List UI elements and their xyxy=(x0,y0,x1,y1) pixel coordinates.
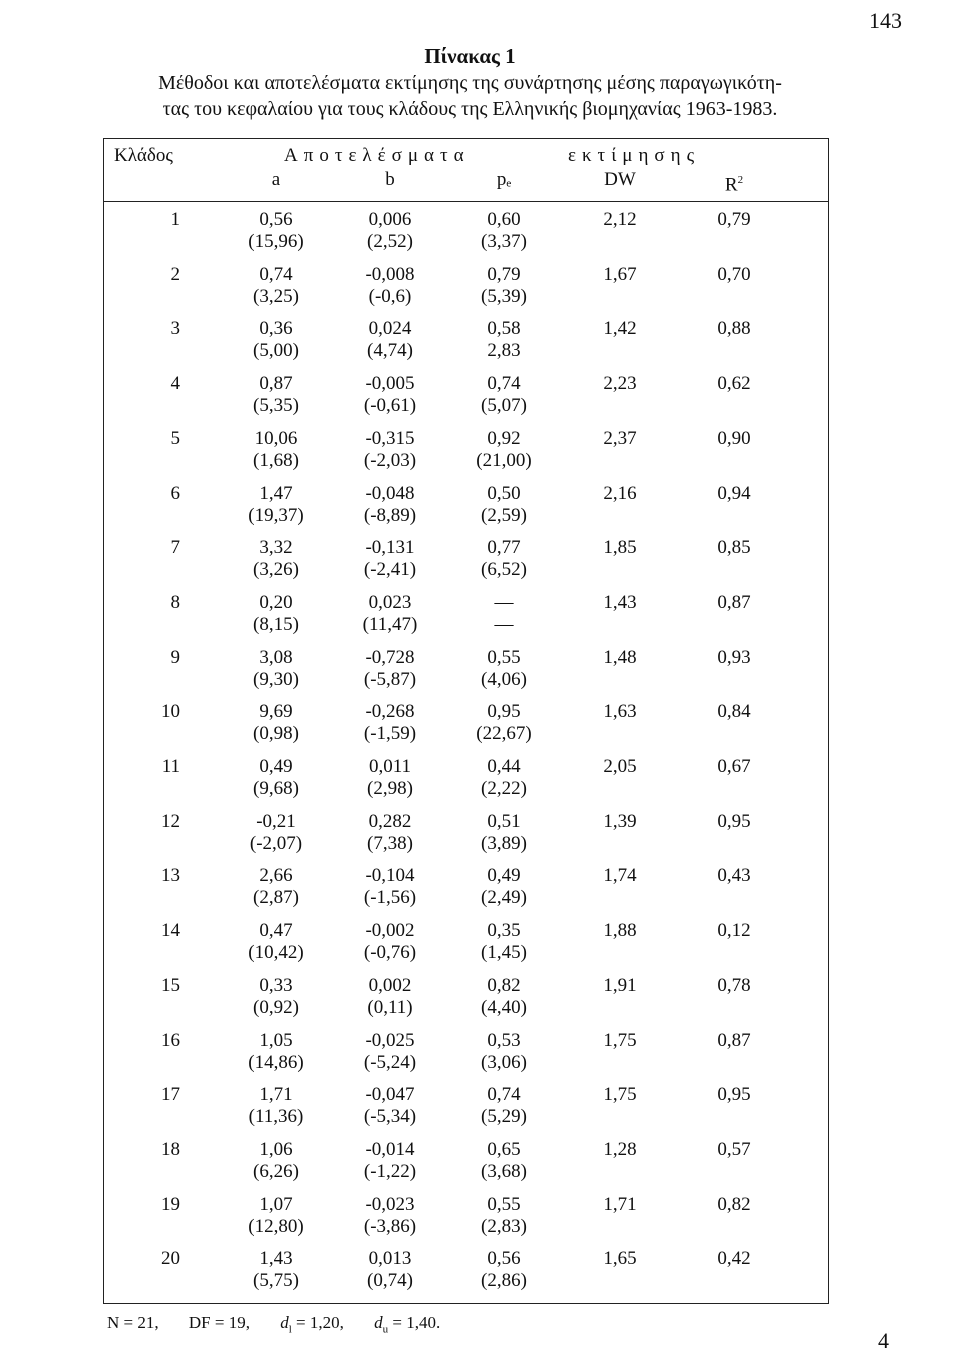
cell-b_t: (-1,22) xyxy=(363,1160,417,1182)
cell-a_t: (9,68) xyxy=(253,778,299,799)
cell-pe_t: (5,39) xyxy=(481,285,527,307)
cell-a_t: (0,98) xyxy=(253,723,299,745)
cell-pe: 0,50 xyxy=(487,482,521,504)
cell-n: 16 xyxy=(161,1029,180,1051)
cell-a_t: (5,00) xyxy=(253,340,299,362)
cell-n: 11 xyxy=(161,756,180,777)
cell-a: 1,07 xyxy=(259,1193,293,1215)
footnote-dl: $d_l = 1,20$, xyxy=(280,1313,344,1336)
footnote-du: $d_u = 1,40$. xyxy=(374,1313,441,1336)
cell-pe_t: (2,22) xyxy=(481,778,527,799)
cell-pe_t: (1,45) xyxy=(481,942,527,964)
cell-b_t: (-1,59) xyxy=(363,723,417,745)
cell-b: 0,023 xyxy=(368,591,412,613)
cell-b: -0,268 xyxy=(365,701,415,723)
cell-b_t: (-5,24) xyxy=(363,1051,417,1073)
header-pe: pₑ xyxy=(496,169,512,190)
cell-pe_t: (2,49) xyxy=(481,887,527,909)
cell-pe_t: (2,83) xyxy=(481,1215,527,1237)
cell-n: 10 xyxy=(161,701,180,723)
cell-b: -0,023 xyxy=(365,1193,415,1215)
cell-a: 0,87 xyxy=(259,373,293,395)
cell-r2: 0,12 xyxy=(717,920,751,942)
footnote-df: DF = 19, xyxy=(188,1313,250,1332)
cell-b: -0,005 xyxy=(365,373,415,395)
cell-pe_t: (21,00) xyxy=(476,449,532,471)
cell-a_t: (14,86) xyxy=(248,1051,304,1073)
cell-dw: 2,05 xyxy=(603,756,637,777)
cell-pe: 0,95 xyxy=(487,701,521,723)
cell-pe_t: (2,86) xyxy=(481,1270,527,1292)
cell-b: -0,025 xyxy=(365,1029,415,1051)
cell-a_t: (3,26) xyxy=(253,559,299,581)
cell-a_t: (2,87) xyxy=(253,887,299,909)
cell-a: 1,71 xyxy=(259,1084,293,1106)
cell-a_t: (19,37) xyxy=(248,504,304,526)
cell-b_t: (4,74) xyxy=(367,340,413,362)
cell-pe_t: (3,06) xyxy=(481,1051,527,1073)
page-number: 143 xyxy=(869,8,902,33)
table-title: Πίνακας 1 xyxy=(424,44,516,68)
footnote xyxy=(107,1313,466,1335)
cell-pe: 0,55 xyxy=(487,1193,521,1215)
caption-line-2: τας του κεφαλαίου για τους κλάδους της Ελληνικής βιομηχανίας 1963-1983. xyxy=(162,98,778,120)
cell-pe: 0,53 xyxy=(487,1029,521,1051)
header-dw: DW xyxy=(604,169,636,190)
cell-r2: 0,79 xyxy=(717,209,751,230)
cell-dw: 1,71 xyxy=(603,1193,637,1215)
cell-dw: 1,65 xyxy=(603,1248,637,1270)
cell-n: 2 xyxy=(170,263,180,285)
cell-b: 0,006 xyxy=(368,209,412,230)
cell-r2: 0,62 xyxy=(717,373,751,395)
cell-r2: 0,95 xyxy=(717,810,751,832)
cell-a: 0,49 xyxy=(259,756,293,777)
cell-dw: 1,75 xyxy=(603,1084,637,1106)
cell-a_t: (3,25) xyxy=(253,285,299,307)
caption-line-1: Μέθοδοι και αποτελέσματα εκτίμησης της συνάρτησης μέσης παραγωγικότη- xyxy=(158,72,782,94)
cell-r2: 0,82 xyxy=(717,1193,751,1215)
cell-pe_t: (22,67) xyxy=(476,723,532,745)
cell-dw: 1,63 xyxy=(603,701,637,723)
cell-n: 9 xyxy=(170,646,180,668)
cell-b_t: (2,98) xyxy=(367,778,413,799)
cell-a_t: (15,96) xyxy=(248,231,304,252)
header-spanner-results: Αποτελέσματα xyxy=(284,145,470,166)
cell-n: 8 xyxy=(170,591,180,613)
cell-b: -0,008 xyxy=(365,263,415,285)
cell-pe_t: (6,52) xyxy=(481,559,527,581)
cell-r2: 0,87 xyxy=(717,1029,751,1051)
cell-dw: 1,42 xyxy=(603,318,637,340)
cell-b_t: (-3,86) xyxy=(363,1215,417,1237)
cell-a_t: (8,15) xyxy=(253,613,299,635)
cell-dw: 1,91 xyxy=(603,974,637,996)
cell-n: 3 xyxy=(170,318,180,340)
header-b: b xyxy=(385,169,395,190)
cell-a_t: (9,30) xyxy=(253,668,299,690)
cell-r2: 0,78 xyxy=(717,974,751,996)
cell-a_t: (10,42) xyxy=(248,942,304,964)
cell-n: 18 xyxy=(161,1138,180,1160)
cell-a_t: (11,36) xyxy=(248,1106,304,1128)
cell-pe: 0,44 xyxy=(487,756,521,777)
cell-n: 7 xyxy=(170,537,180,559)
cell-a_t: (5,75) xyxy=(253,1270,299,1292)
cell-dw: 1,48 xyxy=(603,646,637,668)
cell-b: 0,024 xyxy=(368,318,412,340)
cell-a: 2,66 xyxy=(259,865,293,887)
cell-dw: 2,23 xyxy=(603,373,637,395)
cell-pe: 0,65 xyxy=(487,1138,521,1160)
cell-a: 3,08 xyxy=(259,646,293,668)
cell-r2: 0,43 xyxy=(717,865,751,887)
cell-pe_t: (5,29) xyxy=(481,1106,527,1128)
cell-b: -0,315 xyxy=(365,427,415,449)
cell-pe: 0,55 xyxy=(487,646,521,668)
cell-b_t: (-2,41) xyxy=(363,559,417,581)
cell-pe: 0,60 xyxy=(487,209,521,230)
cell-a: 0,56 xyxy=(259,209,293,230)
cell-b_t: (-0,76) xyxy=(363,942,417,964)
cell-r2: 0,85 xyxy=(717,537,751,559)
cell-pe_t: 2,83 xyxy=(487,340,521,362)
cell-n: 14 xyxy=(161,920,180,942)
cell-b_t: (-1,56) xyxy=(363,887,417,909)
cell-n: 12 xyxy=(161,810,180,832)
cell-dw: 1,88 xyxy=(603,920,637,942)
cell-r2: 0,88 xyxy=(717,318,751,340)
cell-b: 0,002 xyxy=(368,974,412,996)
cell-dw: 2,12 xyxy=(603,209,637,230)
cell-pe_t: (3,37) xyxy=(481,231,527,252)
header-rule xyxy=(104,201,828,202)
cell-dw: 1,43 xyxy=(603,591,637,613)
cell-pe: 0,74 xyxy=(487,1084,521,1106)
cell-b_t: (0,11) xyxy=(367,996,413,1018)
cell-a: 0,47 xyxy=(259,920,293,942)
cell-dw: 2,37 xyxy=(603,427,637,449)
cell-pe: 0,79 xyxy=(487,263,521,285)
cell-a: 0,74 xyxy=(259,263,293,285)
cell-a_t: (1,68) xyxy=(253,449,299,471)
cell-pe: 0,58 xyxy=(487,318,521,340)
cell-n: 17 xyxy=(161,1084,180,1106)
cell-b: -0,104 xyxy=(365,865,415,887)
cell-dw: 1,28 xyxy=(603,1138,637,1160)
cell-r2: 0,57 xyxy=(717,1138,751,1160)
cell-a: 1,43 xyxy=(259,1248,293,1270)
table-caption xyxy=(100,42,840,122)
cell-b: -0,047 xyxy=(365,1084,415,1106)
cell-a: 10,06 xyxy=(254,427,298,449)
cell-pe_t: (4,06) xyxy=(481,668,527,690)
cell-b: -0,728 xyxy=(365,646,415,668)
cell-dw: 1,75 xyxy=(603,1029,637,1051)
cell-r2: 0,87 xyxy=(717,591,751,613)
cell-b: -0,131 xyxy=(365,537,415,559)
cell-r2: 0,94 xyxy=(717,482,751,504)
cell-b_t: (-0,6) xyxy=(368,285,412,307)
cell-n: 6 xyxy=(170,482,180,504)
cell-pe: 0,49 xyxy=(487,865,521,887)
header-spanner-estimation: εκτίμησης xyxy=(568,145,701,166)
cell-n: 5 xyxy=(170,427,180,449)
cell-a: 0,20 xyxy=(259,591,293,613)
cell-pe: 0,82 xyxy=(487,974,521,996)
cell-pe_t: (2,59) xyxy=(481,504,527,526)
cell-b: 0,013 xyxy=(368,1248,412,1270)
cell-b: -0,048 xyxy=(365,482,415,504)
cell-a: 1,47 xyxy=(259,482,293,504)
header-a: a xyxy=(271,169,281,190)
cell-b_t: (0,74) xyxy=(367,1270,413,1292)
cell-pe: 0,35 xyxy=(487,920,521,942)
cell-b_t: (7,38) xyxy=(367,832,413,854)
cell-pe_t: (5,07) xyxy=(481,395,527,417)
cell-a: 1,05 xyxy=(259,1029,293,1051)
cell-b_t: (11,47) xyxy=(362,613,418,635)
cell-b_t: (-5,34) xyxy=(363,1106,417,1128)
cell-pe: 0,51 xyxy=(487,810,521,832)
cell-b: 0,282 xyxy=(368,810,412,832)
cell-n: 19 xyxy=(161,1193,180,1215)
cell-n: 20 xyxy=(161,1248,180,1270)
cell-a: 9,69 xyxy=(259,701,293,723)
cell-r2: 0,93 xyxy=(717,646,751,668)
cell-dw: 1,39 xyxy=(603,810,637,832)
side-number: 4 xyxy=(878,1328,889,1353)
cell-b: 0,011 xyxy=(368,756,412,777)
cell-pe_t: (4,40) xyxy=(481,996,527,1018)
cell-b_t: (-5,87) xyxy=(363,668,417,690)
cell-a: 3,32 xyxy=(259,537,293,559)
footnote-n: N = 21, xyxy=(107,1313,159,1332)
cell-r2: 0,42 xyxy=(717,1248,751,1270)
cell-a_t: (-2,07) xyxy=(249,832,303,854)
cell-a: 0,36 xyxy=(259,318,293,340)
cell-a: -0,21 xyxy=(256,810,296,832)
cell-dw: 2,16 xyxy=(603,482,637,504)
cell-r2: 0,95 xyxy=(717,1084,751,1106)
cell-pe_t: (3,68) xyxy=(481,1160,527,1182)
cell-pe_t: — xyxy=(494,613,514,635)
cell-r2: 0,84 xyxy=(717,701,751,723)
cell-pe: 0,92 xyxy=(487,427,521,449)
cell-a: 0,33 xyxy=(259,974,293,996)
cell-b_t: (-0,61) xyxy=(363,395,417,417)
cell-n: 15 xyxy=(161,974,180,996)
cell-a_t: (0,92) xyxy=(253,996,299,1018)
cell-r2: 0,67 xyxy=(717,756,751,777)
cell-a_t: (12,80) xyxy=(248,1215,304,1237)
cell-b_t: (-8,89) xyxy=(363,504,417,526)
cell-b: -0,014 xyxy=(365,1138,415,1160)
cell-pe_t: (3,89) xyxy=(481,832,527,854)
cell-pe: 0,56 xyxy=(487,1248,521,1270)
cell-b: -0,002 xyxy=(365,920,415,942)
cell-pe: — xyxy=(494,591,514,613)
cell-a_t: (5,35) xyxy=(253,395,299,417)
cell-b_t: (-2,03) xyxy=(363,449,417,471)
cell-a: 1,06 xyxy=(259,1138,293,1160)
cell-pe: 0,74 xyxy=(487,373,521,395)
header-sector: Κλάδος xyxy=(114,145,173,166)
cell-a_t: (6,26) xyxy=(253,1160,299,1182)
cell-b_t: (2,52) xyxy=(367,231,413,252)
cell-dw: 1,85 xyxy=(603,537,637,559)
cell-r2: 0,90 xyxy=(717,427,751,449)
cell-r2: 0,70 xyxy=(717,263,751,285)
cell-n: 1 xyxy=(170,209,180,230)
cell-dw: 1,67 xyxy=(603,263,637,285)
cell-n: 4 xyxy=(170,373,180,395)
header-r2: $R^2$ xyxy=(724,174,744,196)
results-table xyxy=(103,138,829,1304)
cell-n: 13 xyxy=(161,865,180,887)
cell-dw: 1,74 xyxy=(603,865,637,887)
cell-pe: 0,77 xyxy=(487,537,521,559)
